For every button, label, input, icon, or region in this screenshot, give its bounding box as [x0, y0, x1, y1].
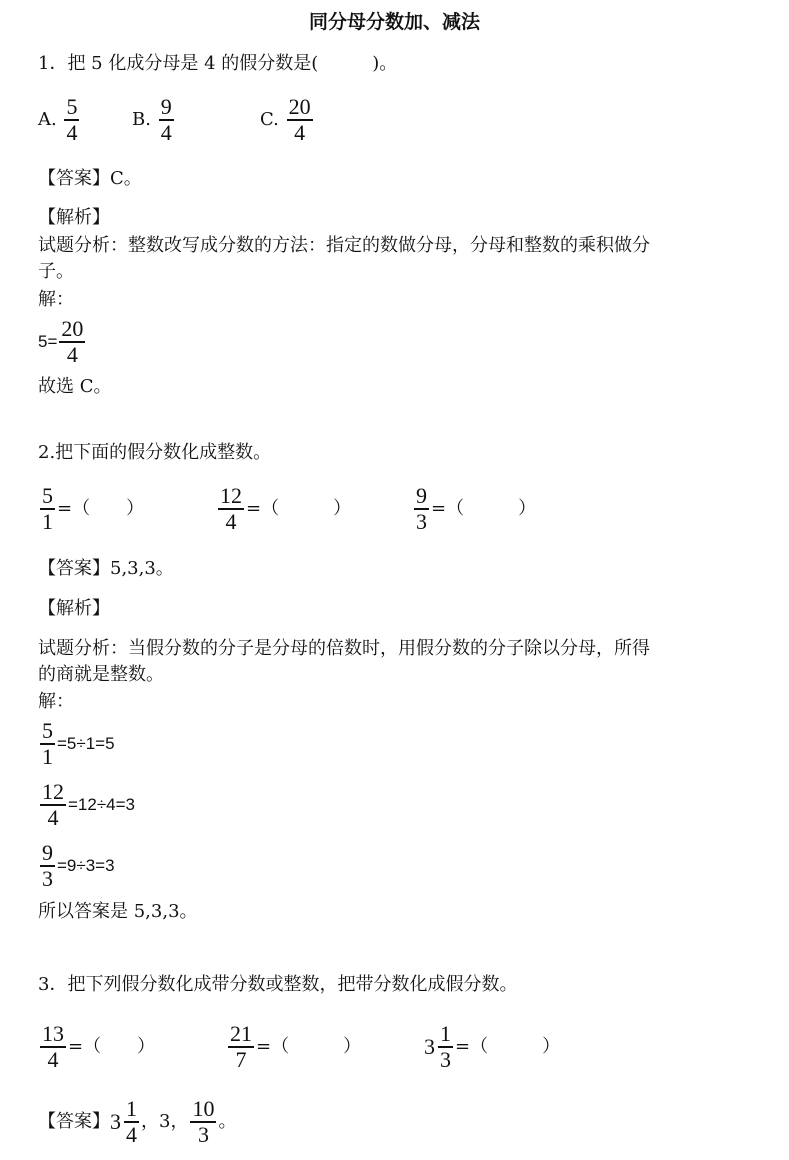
q1-analysis-label: 【解析】: [38, 207, 110, 228]
q1-option-label: A.: [38, 108, 57, 130]
fraction: $\frac{12}{4}$: [220, 483, 242, 534]
fraction: $\frac{20}{4}$: [288, 94, 311, 145]
q1-option-a: [38, 95, 81, 145]
q2-answer: 【答案】5,3,3。: [38, 558, 174, 579]
q2-item-3: $\frac{9}{3}$ =（ ）: [416, 483, 537, 534]
q2-step-1: $\frac{5}{1}$ =5÷1=5: [42, 718, 115, 769]
fraction: $\frac{1}{4}$: [126, 1096, 137, 1147]
q1-text: 1．把 5 化成分母是 4 的假分数是( )。: [38, 53, 398, 74]
fraction: $\frac{13}{4}$: [42, 1021, 64, 1072]
page-title: 同分母分数加、减法: [308, 11, 480, 33]
q2-step-2: $\frac{12}{4}$ =12÷4=3: [42, 779, 136, 830]
q2-analysis-line1: 试题分析：当假分数的分子是分母的倍数时，用假分数的分子除以分母，所得: [38, 638, 650, 659]
mixed-number: 3 $\frac{1}{4}$: [110, 1096, 137, 1147]
fraction: $\frac{5}{4}$: [66, 94, 78, 145]
q3-item-1: $\frac{13}{4}$ =（ ）: [42, 1021, 156, 1072]
fraction: $\frac{12}{4}$: [42, 779, 64, 830]
fraction: $\frac{10}{3}$: [192, 1096, 215, 1147]
fraction: $\frac{21}{7}$: [230, 1021, 252, 1072]
q2-item-2: $\frac{12}{4}$ =（ ）: [220, 483, 352, 534]
fraction: $\frac{9}{3}$: [416, 483, 427, 534]
fraction: $\frac{9}{4}$: [160, 94, 172, 145]
q1-option-b: [132, 95, 176, 145]
q1-conclusion: 故选 C。: [38, 376, 112, 397]
q3-answer: 【答案】 3 $\frac{1}{4}$ ，3， $\frac{10}{3}$ 。: [38, 1096, 237, 1147]
fraction: $\frac{9}{3}$: [42, 840, 53, 891]
q2-solve-label: 解：: [38, 691, 74, 712]
fraction: $\frac{20}{4}$: [61, 316, 84, 367]
q3-item-2: $\frac{21}{7}$ =（ ）: [230, 1021, 362, 1072]
q2-conclusion: 所以答案是 5,3,3。: [38, 901, 198, 922]
q1-answer: 【答案】C。: [38, 168, 142, 189]
q1-option-label: C.: [260, 108, 279, 130]
q2-analysis-line2: 的商就是整数。: [38, 664, 164, 685]
q2-item-1: $\frac{5}{1}$ =（ ）: [42, 483, 145, 534]
fraction: $\frac{5}{1}$: [42, 483, 53, 534]
q1-option-c: [260, 95, 315, 145]
q1-solution: 5= $\frac{20}{4}$: [38, 316, 84, 367]
q3-text: 3．把下列假分数化成带分数或整数，把带分数化成假分数。: [38, 974, 518, 995]
q1-solve-label: 解：: [38, 289, 74, 310]
q1-analysis-line1: 试题分析：整数改写成分数的方法：指定的数做分母，分母和整数的乘积做分: [38, 235, 650, 256]
q2-step-3: $\frac{9}{3}$ =9÷3=3: [42, 840, 115, 891]
fraction: $\frac{5}{1}$: [42, 718, 53, 769]
q3-item-3: 3 $\frac{1}{3}$ =（ ）: [424, 1021, 561, 1072]
mixed-number: 3 $\frac{1}{3}$: [424, 1021, 451, 1072]
q1-analysis-line2: 子。: [38, 261, 74, 282]
fraction: $\frac{1}{3}$: [440, 1021, 451, 1072]
q1-option-label: B.: [132, 108, 151, 130]
q2-text: 2.把下面的假分数化成整数。: [38, 442, 272, 463]
q2-analysis-label: 【解析】: [38, 598, 110, 619]
